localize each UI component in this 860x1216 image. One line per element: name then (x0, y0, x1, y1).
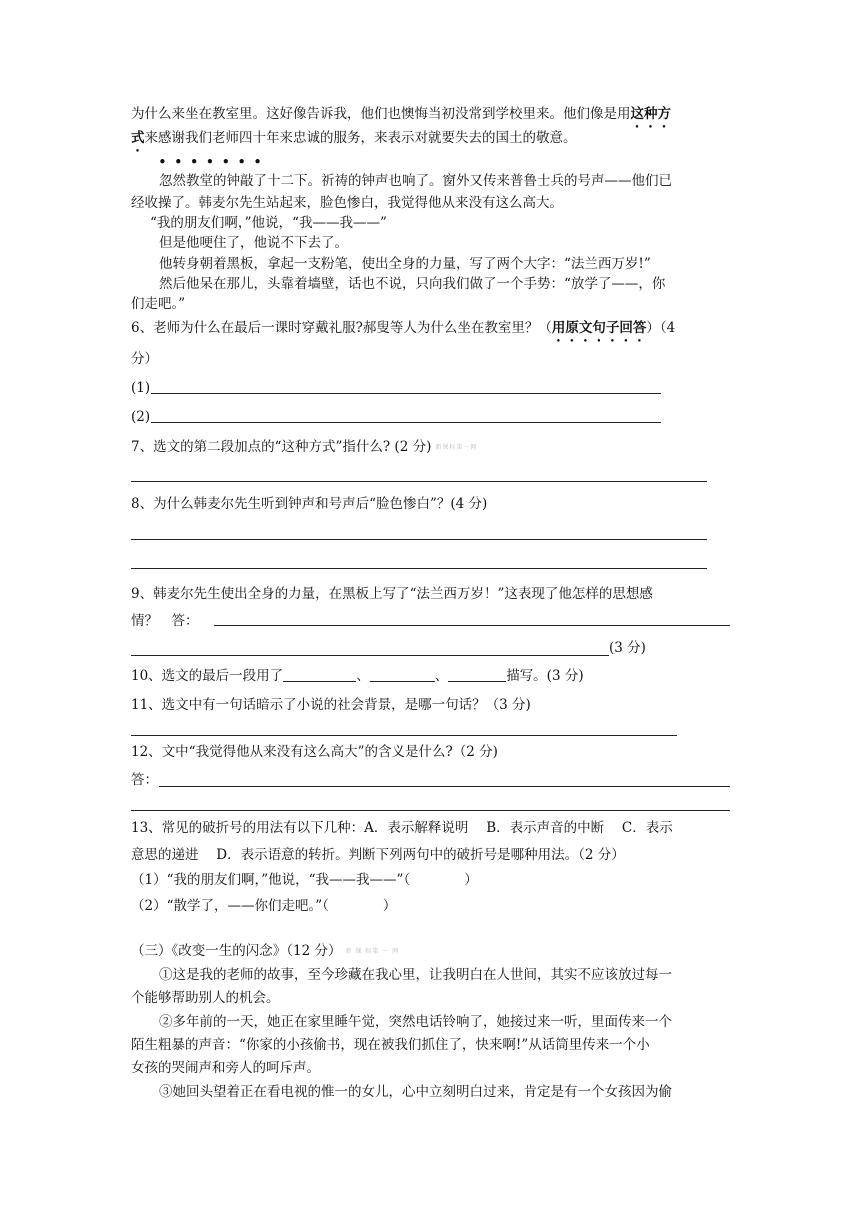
paragraph-line: ③她回头望着正在看电视的惟一的女儿，心中立刻明白过来，肯定是有一个女孩因为偷 (159, 1084, 672, 1100)
paragraph-line: ①这是我的老师的故事，至今珍藏在我心里，让我明白在人世间，其实不应该放过每一 (159, 967, 672, 983)
answer-line[interactable] (151, 393, 661, 394)
paragraph-line: ②多年前的一天，她正在家里睡午觉，突然电话铃响了，她接过来一听，里面传来一个 (159, 1014, 672, 1030)
paragraph-line: 陌生粗暴的声音：“你家的小孩偷书，现在被我们抓住了，快来啊!”从话筒里传来一个小 (131, 1037, 650, 1053)
question-9: 9、韩麦尔先生使出全身的力量，在黑板上写了“法兰西万岁！”这表现了他怎样的思想感 (131, 586, 653, 602)
answer-line[interactable] (131, 735, 677, 736)
question-7 (131, 437, 477, 458)
emphasized-phrase: 这种方 (630, 106, 671, 122)
answer-line[interactable] (159, 786, 730, 787)
passage-line: 经收操了。韩麦尔先生站起来，脸色惨白，我觉得他从来没有这么高大。 (131, 195, 563, 211)
separator: 、 (434, 668, 449, 684)
answer-line[interactable] (151, 422, 661, 423)
fill-blank[interactable] (370, 667, 435, 682)
answer-line[interactable] (131, 539, 707, 540)
question-12-answer-label: 答： (131, 772, 158, 788)
question-6-score: 分） (131, 351, 158, 367)
passage-line: “我的朋友们啊，”他说，“我——我——” (150, 215, 387, 231)
question-13-item-1: （1）“我的朋友们啊，”他说，“我——我——”（ ） (131, 872, 478, 888)
question-11: 11、选文中有一句话暗示了小说的社会背景，是哪一句话？（3 分) (131, 697, 531, 713)
question-text: 6、老师为什么在最后一课时穿戴礼服?郝叟等人为什么坐在教室里？（ (131, 320, 552, 336)
fill-blank[interactable] (448, 667, 506, 682)
question-13: 意思的递进 D．表示语意的转折。判断下列两句中的破折号是哪种用法。（2 分） (131, 847, 625, 863)
passage-text: 为什么来坐在教室里。这好像告诉我，他们也懊悔当初没常到学校里来。他们像是用 (131, 106, 631, 122)
answer-line[interactable] (131, 655, 609, 656)
passage-line: 忽然教堂的钟敲了十二下。祈祷的钟声也响了。窗外又传来普鲁士兵的号声——他们已 (159, 173, 672, 189)
emphasis-dots: ••••••• (158, 153, 269, 171)
section-title-text: （三）《改变一生的闪念》（12 分） (131, 943, 342, 959)
paragraph-line: 女孩的哭闹声和旁人的呵斥声。 (131, 1060, 320, 1076)
answer-line[interactable] (214, 625, 730, 626)
paragraph-line: 个能够帮助别人的机会。 (131, 990, 280, 1006)
section-title (131, 941, 399, 962)
question-6 (131, 318, 675, 345)
emphasized-phrase: 式 (131, 130, 145, 146)
passage-line: 然后他呆在那儿，头靠着墙壁，话也不说，只向我们做了一个手势：“放学了——，你 (159, 276, 666, 292)
answer-label-1: (1) (131, 380, 151, 396)
question-9-answer-label: 情？ 答： (131, 613, 199, 629)
answer-line[interactable] (131, 481, 707, 482)
question-8: 8、为什么韩麦尔先生听到钟声和号声后“脸色惨白”？(4 分) (131, 496, 488, 512)
question-10 (131, 666, 584, 686)
watermark-text: 新课标第一网 (435, 443, 478, 451)
passage-line: 但是他哽住了，他说不下去了。 (159, 235, 348, 251)
passage-line (131, 104, 671, 131)
watermark-text: 新 课 标第 一 网 (345, 947, 400, 955)
passage-text: 来感谢我们老师四十年来忠诚的服务，来表示对就要失去的国土的敬意。 (144, 130, 577, 146)
question-text: 描写。(3 分) (506, 668, 584, 684)
question-text: 7、选文的第二段加点的“这种方式”指什么? (2 分) (131, 439, 432, 455)
fill-blank[interactable] (283, 667, 356, 682)
passage-line (131, 128, 577, 155)
answer-line[interactable] (131, 568, 707, 569)
question-12: 12、文中“我觉得他从来没有这么高大”的含义是什么?（2 分) (131, 744, 498, 760)
passage-line: 他转身朝着黑板，拿起一支粉笔，使出全身的力量，写了两个大字：“法兰西万岁!” (159, 256, 651, 272)
question-13-item-2: （2）“散学了，——你们走吧。”（ ） (131, 898, 397, 914)
emphasized-phrase: 用原文句子回答 (551, 320, 647, 336)
answer-label-2: (2) (131, 409, 151, 425)
question-text: ）（4 (646, 320, 676, 336)
question-9-score: (3 分) (609, 640, 646, 656)
separator: 、 (356, 668, 370, 684)
answer-line[interactable] (131, 810, 730, 811)
question-text: 10、选文的最后一段用了 (131, 668, 284, 684)
question-13: 13、常见的破折号的用法有以下几种：A．表示解释说明 B．表示声音的中断 C．表示 (131, 820, 673, 836)
passage-line: 们走吧。” (131, 296, 186, 312)
